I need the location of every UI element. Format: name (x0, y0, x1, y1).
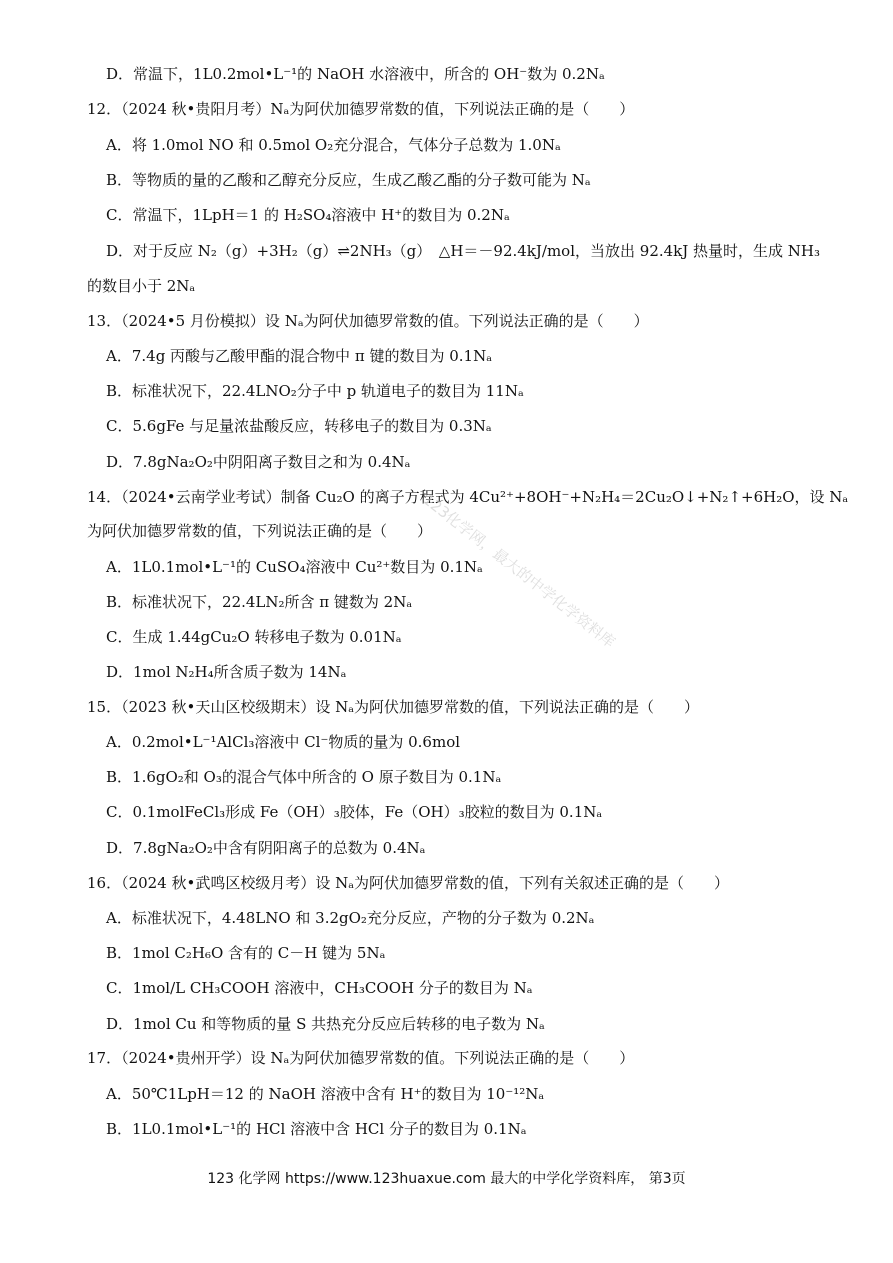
answer-option: A．标准状况下，4.48LNO 和 3.2gO₂充分反应，产物的分子数为 0.2Nₐ (106, 909, 595, 927)
page-footer: 123 化学网 https://www.123huaxue.com 最大的中学化学资料库， 第3页 (207, 1171, 686, 1187)
answer-option: D．1mol N₂H₄所含质子数为 14Nₐ (106, 663, 347, 681)
answer-option: A．将 1.0mol NO 和 0.5mol O₂充分混合，气体分子总数为 1.0Nₐ (106, 136, 561, 154)
answer-option: C．常温下，1LpH＝1 的 H₂SO₄溶液中 H⁺的数目为 0.2Nₐ (106, 206, 510, 224)
text-continuation: 为阿伏加德罗常数的值，下列说法正确的是（ ） (87, 522, 433, 540)
answer-option: C．5.6gFe 与足量浓盐酸反应，转移电子的数目为 0.3Nₐ (106, 417, 492, 435)
answer-option: B．1.6gO₂和 O₃的混合气体中所含的 O 原子数目为 0.1Nₐ (106, 768, 502, 786)
question-stem: 12．（2024 秋•贵阳月考）Nₐ为阿伏加德罗常数的值，下列说法正确的是（ ） (87, 100, 635, 118)
answer-option: D．7.8gNa₂O₂中阴阳离子数目之和为 0.4Nₐ (106, 453, 411, 471)
question-stem: 13．（2024•5 月份模拟）设 Nₐ为阿伏加德罗常数的值。下列说法正确的是（ ） (87, 312, 649, 330)
answer-option: B．1mol C₂H₆O 含有的 C－H 键为 5Nₐ (106, 944, 386, 962)
text-continuation: 的数目小于 2Nₐ (87, 277, 196, 295)
answer-option: A．7.4g 丙酸与乙酸甲酯的混合物中 π 键的数目为 0.1Nₐ (106, 347, 492, 365)
answer-option: A．0.2mol•L⁻¹AlCl₃溶液中 Cl⁻物质的量为 0.6mol (106, 733, 461, 751)
question-stem: 17．（2024•贵州开学）设 Nₐ为阿伏加德罗常数的值。下列说法正确的是（ ） (87, 1049, 635, 1067)
answer-option: A．1L0.1mol•L⁻¹的 CuSO₄溶液中 Cu²⁺数目为 0.1Nₐ (106, 558, 483, 576)
answer-option: D．1mol Cu 和等物质的量 S 共热充分反应后转移的电子数为 Nₐ (106, 1015, 545, 1033)
answer-option: D．常温下，1L0.2mol•L⁻¹的 NaOH 水溶液中，所含的 OH⁻数为 0.2Nₐ (106, 65, 605, 83)
question-stem: 16．（2024 秋•武鸣区校级月考）设 Nₐ为阿伏加德罗常数的值，下列有关叙述正确的是（ ） (87, 874, 730, 892)
answer-option: B．标准状况下，22.4LN₂所含 π 键数为 2Nₐ (106, 593, 413, 611)
watermark: 123化学网，最大的中学化学资料库 (419, 490, 619, 652)
answer-option: C．1mol/L CH₃COOH 溶液中，CH₃COOH 分子的数目为 Nₐ (106, 979, 533, 997)
answer-option: A．50℃1LpH＝12 的 NaOH 溶液中含有 H⁺的数目为 10⁻¹²Nₐ (106, 1085, 545, 1103)
question-stem: 14．（2024•云南学业考试）制备 Cu₂O 的离子方程式为 4Cu²⁺+8OH⁻+N₂H₄＝2Cu₂O↓+N₂↑+6H₂O，设 Nₐ (87, 488, 849, 506)
answer-option: C．0.1molFeCl₃形成 Fe（OH）₃胶体，Fe（OH）₃胶粒的数目为 0.1Nₐ (106, 803, 603, 821)
answer-option: D．7.8gNa₂O₂中含有阴阳离子的总数为 0.4Nₐ (106, 839, 426, 857)
answer-option: D．对于反应 N₂（g）+3H₂（g）⇌2NH₃（g） △H＝－92.4kJ/mol，当放出 92.4kJ 热量时，生成 NH₃ (106, 242, 821, 260)
answer-option: B．1L0.1mol•L⁻¹的 HCl 溶液中含 HCl 分子的数目为 0.1Nₐ (106, 1120, 527, 1138)
answer-option: C．生成 1.44gCu₂O 转移电子数为 0.01Nₐ (106, 628, 402, 646)
answer-option: B．标准状况下，22.4LNO₂分子中 p 轨道电子的数目为 11Nₐ (106, 382, 524, 400)
answer-option: B．等物质的量的乙酸和乙醇充分反应，生成乙酸乙酯的分子数可能为 Nₐ (106, 171, 591, 189)
question-stem: 15．（2023 秋•天山区校级期末）设 Nₐ为阿伏加德罗常数的值，下列说法正确的是（ ） (87, 698, 700, 716)
